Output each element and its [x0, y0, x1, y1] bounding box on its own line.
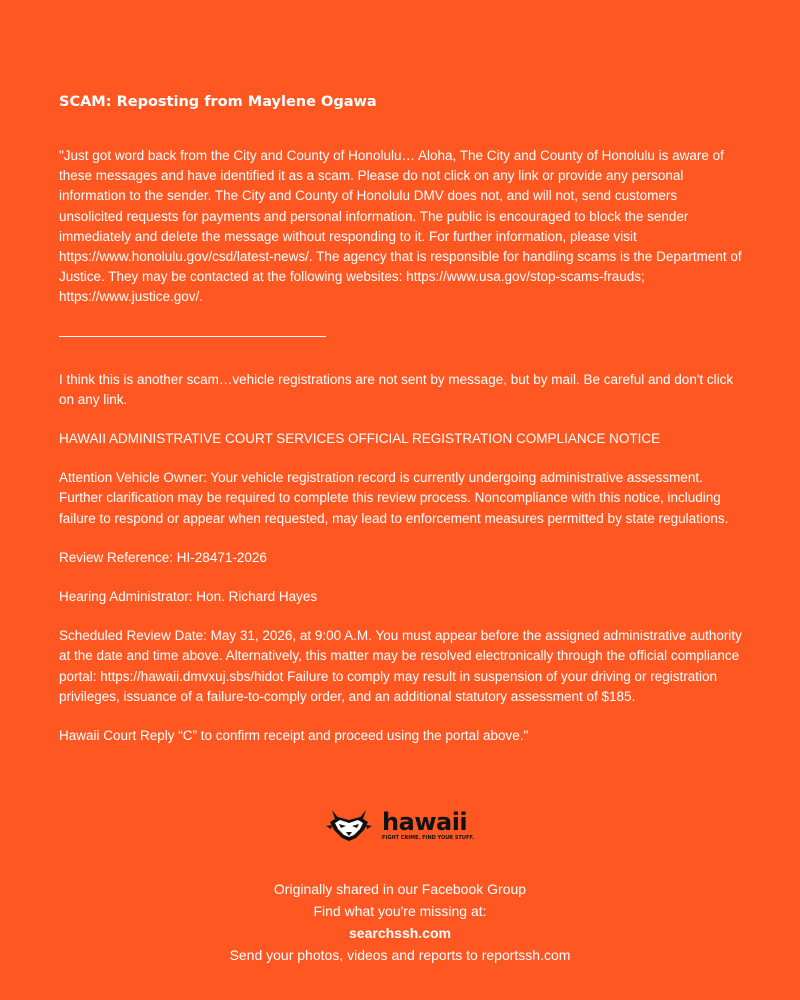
notice-heading: HAWAII ADMINISTRATIVE COURT SERVICES OFFICIAL REGISTRATION COMPLIANCE NOTICE [59, 431, 661, 447]
post-content [59, 92, 743, 746]
post-title: SCAM: Reposting from Maylene Ogawa [59, 94, 377, 110]
attention-text: Attention Vehicle Owner: Your vehicle registration record is currently undergoing administrative assessment. Further clarification may be required to complete this review process. Noncompliance with this notice, including failure to respond or appear when requested, may lead to enforcement measures permitted by state regulations. [59, 470, 729, 526]
footer-line-shared: Originally shared in our Facebook Group [273, 881, 527, 897]
commentary-text: I think this is another scam…vehicle registrations are not sent by message, but by mail. Be careful and don't click on any link. [59, 371, 734, 407]
footer-line-reports: Send your photos, videos and reports to reportssh.com [229, 947, 571, 963]
quoted-message: "Just got word back from the City and County of Honolulu… Aloha, The City and County of Honolulu is aware of these messages and have identified it as a scam. Please do not click on any link or provide any personal information to the sender. The City and County of Honolulu DMV does not, and will not, send customers unsolicited requests for payments and personal information. The public is encouraged to block the sender immediately and delete the message without responding to it. For further information, please visit https://www.honolulu.gov/csd/latest-news/. The agency that is responsible for handling scams is the Department of Justice. They may be contacted at the following websites: https://www.usa.gov/stop-scams-frauds; https://www.justice.gov/. [59, 148, 742, 305]
hearing-administrator: Hearing Administrator: Hon. Richard Hayes [59, 589, 318, 605]
scheduled-review-text: Scheduled Review Date: May 31, 2026, at 9:00 A.M. You must appear before the assigned administrative authority at the date and time above. Alternatively, this matter may be resolved electronically through the official compliance portal: https://hawaii.dmvxuj.sbs/hidot Failure to comply may result in suspension of your driving or registration privileges, issuance of a failure-to-comply order, and an additional statutory assessment of $185. [59, 628, 742, 704]
wolf-mascot-icon [326, 808, 372, 842]
divider [59, 336, 326, 337]
review-reference: Review Reference: HI-28471-2026 [59, 549, 267, 565]
footer-lines [0, 878, 800, 966]
footer-link-searchssh[interactable]: searchssh.com [349, 925, 451, 941]
footer [0, 800, 800, 966]
wordmark [382, 807, 474, 841]
reply-instruction: Hawaii Court Reply “C” to confirm receipt and proceed using the portal above." [59, 728, 529, 744]
logo-tagline: FIGHT CRIME. FIND YOUR STUFF. [382, 834, 474, 841]
brand-logo [0, 800, 800, 850]
logo-word: hawaii [382, 807, 468, 836]
footer-line-find: Find what you're missing at: [313, 903, 487, 919]
